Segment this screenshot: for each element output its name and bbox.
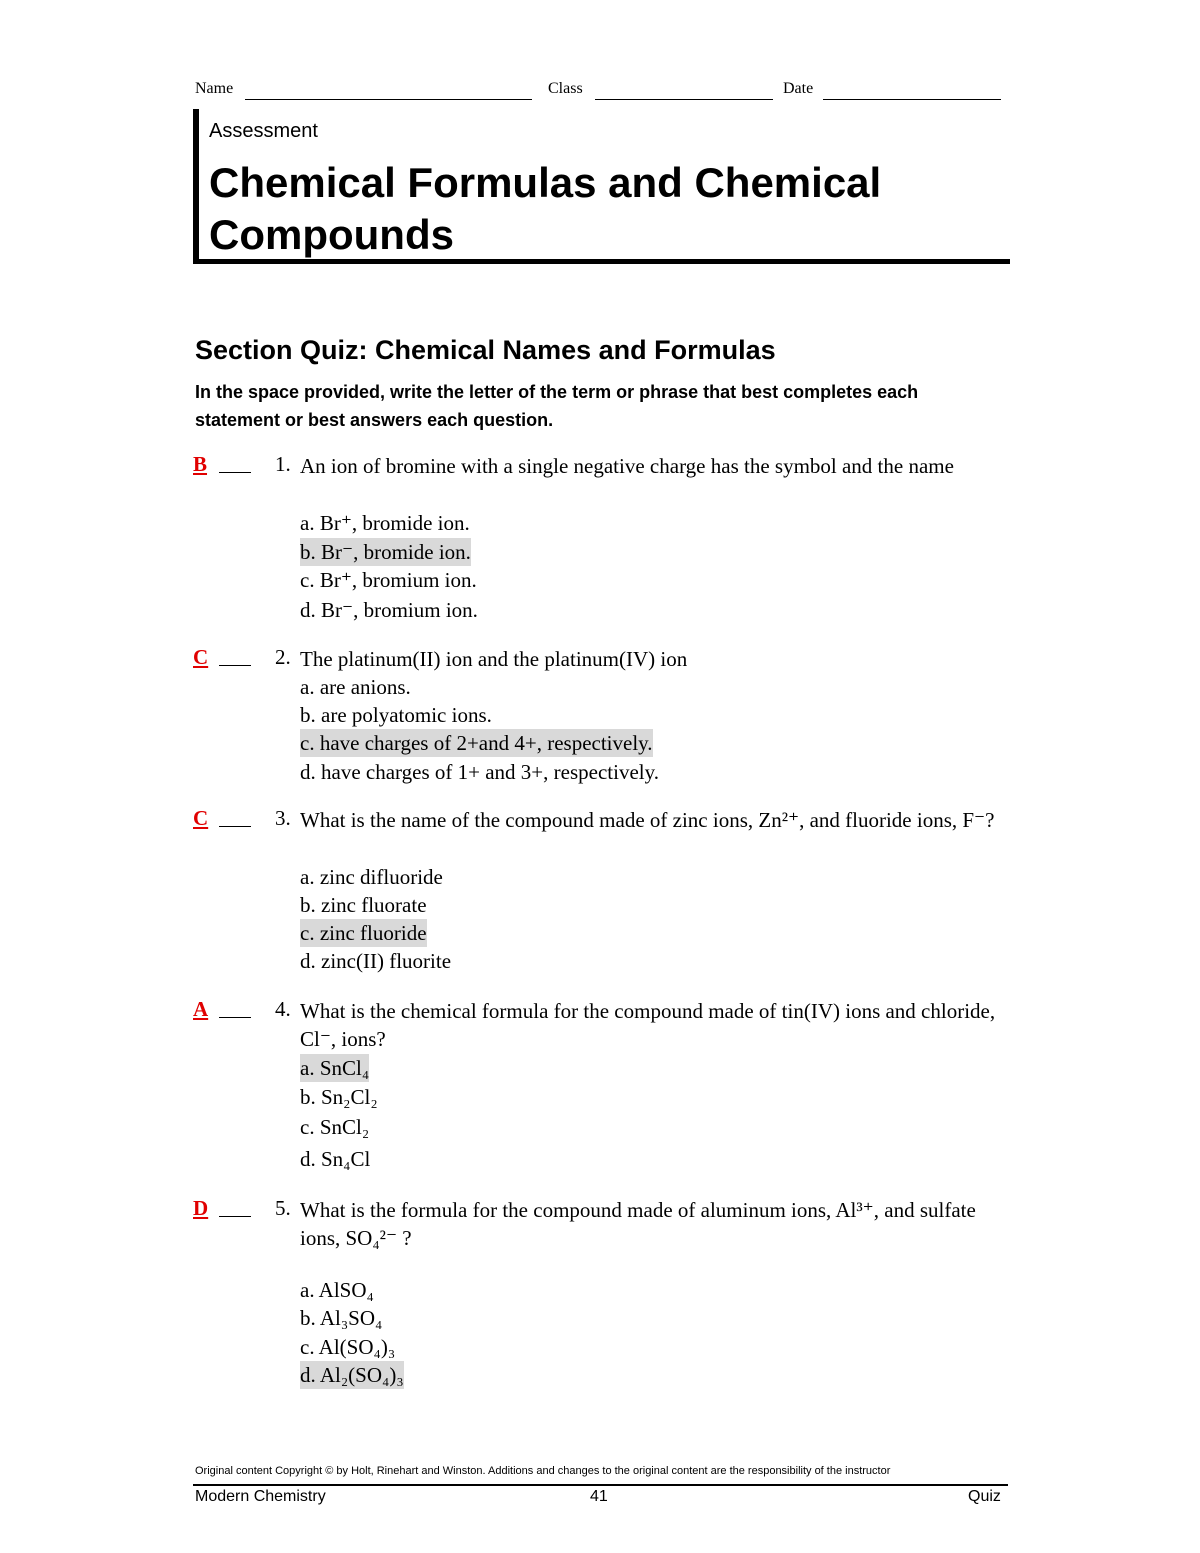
answer-letter[interactable]: A [193, 997, 209, 1021]
date-label: Date [783, 80, 814, 97]
option-a: a. AlSO₄ [300, 1278, 374, 1302]
question-stem: What is the formula for the compound made of aluminum ions, Al³⁺, and sulfate ions, SO₄²⁻ ? [300, 1198, 976, 1250]
answer-blank [219, 1216, 251, 1217]
question-number: 2. [275, 645, 291, 669]
class-field[interactable] [595, 99, 773, 100]
answer-blank [219, 1017, 251, 1018]
page-number: 41 [590, 1488, 608, 1505]
instructions: In the space provided, write the letter of the term or phrase that best completes each statement or best answers each question. [195, 382, 919, 430]
option-d: d. Al₂(SO₄)₃ [300, 1363, 404, 1387]
answer-blank [219, 826, 251, 827]
option-b: b. Br⁻, bromide ion. [300, 540, 471, 564]
option-a: a. are anions. [300, 675, 411, 699]
section-title: Section Quiz: Chemical Names and Formulas [195, 335, 776, 365]
class-label: Class [548, 80, 583, 97]
option-a: a. Br⁺, bromide ion. [300, 511, 470, 535]
question-number: 1. [275, 452, 291, 476]
option-d: d. zinc(II) fluorite [300, 949, 452, 973]
answer-letter[interactable]: D [193, 1196, 209, 1220]
footer-divider [193, 1484, 1008, 1486]
option-d: d. Sn₄Cl [300, 1147, 371, 1171]
question-stem: What is the name of the compound made of zinc ions, Zn²⁺, and fluoride ions, F⁻? [300, 808, 995, 832]
footer-book-title: Modern Chemistry [195, 1488, 326, 1505]
answer-letter[interactable]: C [193, 806, 209, 830]
option-c: c. Al(SO₄)₃ [300, 1335, 396, 1359]
answer-letter[interactable]: B [193, 452, 208, 476]
question-number: 3. [275, 806, 291, 830]
question-stem: An ion of bromine with a single negative charge has the symbol and the name [300, 454, 954, 478]
question-stem: What is the chemical formula for the compound made of tin(IV) ions and chloride, Cl⁻, ions? [300, 999, 996, 1051]
date-field[interactable] [823, 99, 1001, 100]
assessment-label: Assessment [209, 120, 318, 142]
option-a: a. SnCl₄ [300, 1056, 370, 1080]
name-field[interactable] [245, 99, 532, 100]
option-b: b. zinc fluorate [300, 893, 427, 917]
answer-blank [219, 472, 251, 473]
option-a: a. zinc difluoride [300, 865, 443, 889]
answer-letter[interactable]: C [193, 645, 209, 669]
footer-doc-type: Quiz [968, 1488, 1001, 1505]
answer-blank [219, 665, 251, 666]
page-title: Chemical Formulas and Chemical Compounds [209, 159, 882, 258]
option-b: b. Al₃SO₄ [300, 1306, 383, 1330]
question-stem: The platinum(II) ion and the platinum(IV) ion [300, 647, 688, 671]
option-d: d. Br⁻, bromium ion. [300, 598, 478, 622]
option-b: b. are polyatomic ions. [300, 703, 492, 727]
option-c: c. zinc fluoride [300, 921, 427, 945]
copyright-notice: Original content Copyright © by Holt, Rinehart and Winston. Additions and changes to the original content are the responsibility of the instructor [195, 1465, 891, 1477]
name-label: Name [195, 80, 234, 97]
option-c: c. SnCl₂ [300, 1115, 370, 1139]
option-c: c. Br⁺, bromium ion. [300, 568, 477, 592]
option-d: d. have charges of 1+ and 3+, respectively. [300, 760, 659, 784]
question-number: 4. [275, 997, 291, 1021]
question-number: 5. [275, 1196, 291, 1220]
option-c: c. have charges of 2+and 4+, respectively. [300, 731, 653, 755]
option-b: b. Sn₂Cl₂ [300, 1085, 378, 1109]
